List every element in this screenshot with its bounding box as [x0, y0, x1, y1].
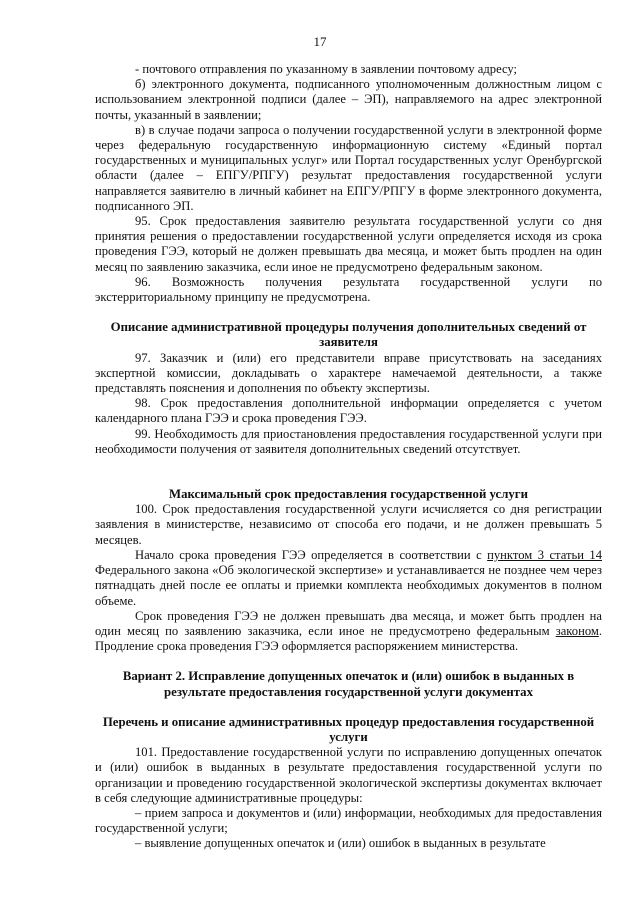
- section-title-max-term: Максимальный срок предоставления государственной услуги: [169, 487, 528, 502]
- gee-start-text-b: Федерального закона «Об экологической экспертизе» и устанавливается не позднее чем через пятнадцать дней после ее оплаты и приемки комплекта необходимых документов в полном объеме.: [95, 563, 602, 608]
- section-title-procedures: Перечень и описание административных процедур предоставления государственной услуги: [102, 714, 595, 744]
- gee-start-text-a: Начало срока проведения ГЭЭ определяется в соответствии с: [135, 547, 488, 562]
- paragraph-98: 98. Срок предоставления дополнительной информации определяется с учетом календарного плана ГЭЭ и срока проведения ГЭЭ.: [95, 396, 602, 426]
- paragraph-gee-term: [95, 609, 602, 655]
- gee-term-text-a: Срок проведения ГЭЭ не должен превышать два месяца, и может быть продлен на один месяц по заявлению заказчика, если иное не предусмотрено федеральным: [95, 608, 602, 638]
- page-number: 17: [313, 34, 327, 49]
- paragraph-96: 96. Возможность получения результата государственной услуги по экстерриториальному принципу не предусмотрена.: [95, 274, 602, 305]
- paragraph-electronic-document: б) электронного документа, подписанного уполномоченным должностным лицом с использованием электронной подписи (далее – ЭП), направляемого на адрес электронной почты, указанный в заявлении;: [95, 77, 602, 122]
- section-title-additional-info: Описание административной процедуры получения дополнительных сведений от заявителя: [110, 320, 587, 350]
- paragraph-97: 97. Заказчик и (или) его представители вправе присутствовать на заседаниях экспертной комиссии, докладывать о характере намечаемой деятельности, а также представлять пояснения и дополнения по объекту экспертизы.: [95, 350, 602, 396]
- paragraph-gee-start: [95, 548, 602, 609]
- paragraph-99: 99. Необходимость для приостановления предоставления государственной услуги при необходимости получения от заявителя дополнительных сведений отсутствует.: [95, 426, 602, 456]
- paragraph-101: 101. Предоставление государственной услуги по исправлению допущенных опечаток и (или) ошибок в выданных в результате предоставления государственной услуги по организации и проведению государственной экологической экспертизы документах включает в себя следующие административные процедуры:: [95, 745, 602, 805]
- law-article-link[interactable]: пунктом 3 статьи 14: [487, 547, 602, 562]
- list-item-receipt: – прием запроса и документов и (или) информации, необходимых для предоставления государственной услуги;: [95, 805, 602, 836]
- list-item-detection: – выявление допущенных опечаток и (или) ошибок в выданных в результате: [135, 836, 546, 851]
- paragraph-epgu: в) в случае подачи запроса о получении государственной услуги в электронной форме через федеральную государственную информационную систему «Единый портал государственных и муниципальных услуг» или Портал государственных услуг Оренбургской области (далее – ЕПГУ/РПГУ) результат предоставления государственной услуги направляется заявителю в личный кабинет на ЕПГУ/РПГУ в форме электронного документа, подписанного ЭП.: [95, 122, 602, 213]
- section-title-variant-2: Вариант 2. Исправление допущенных опечаток и (или) ошибок в выданных в результате предоставления государственной услуги документах: [122, 669, 575, 699]
- paragraph-100: 100. Срок предоставления государственной услуги исчисляется со дня регистрации заявления в министерстве, независимо от способа его подачи, и не должен превышать 5 месяцев.: [95, 502, 602, 547]
- federal-law-link[interactable]: законом: [555, 623, 599, 638]
- gee-term-text-b: . Продление срока проведения ГЭЭ оформляется распоряжением министерства.: [95, 623, 602, 654]
- paragraph-postal: - почтового отправления по указанному в заявлении почтовому адресу;: [135, 62, 518, 76]
- document-body: [95, 62, 602, 852]
- paragraph-95: 95. Срок предоставления заявителю результата государственной услуги со дня принятия решения о предоставлении государственной услуги определяется исходя из срока проведения ГЭЭ, который не должен превышать два месяца, и может быть продлен на один месяц по заявлению заказчика, если иное не предусмотрено федеральным законом.: [95, 214, 602, 274]
